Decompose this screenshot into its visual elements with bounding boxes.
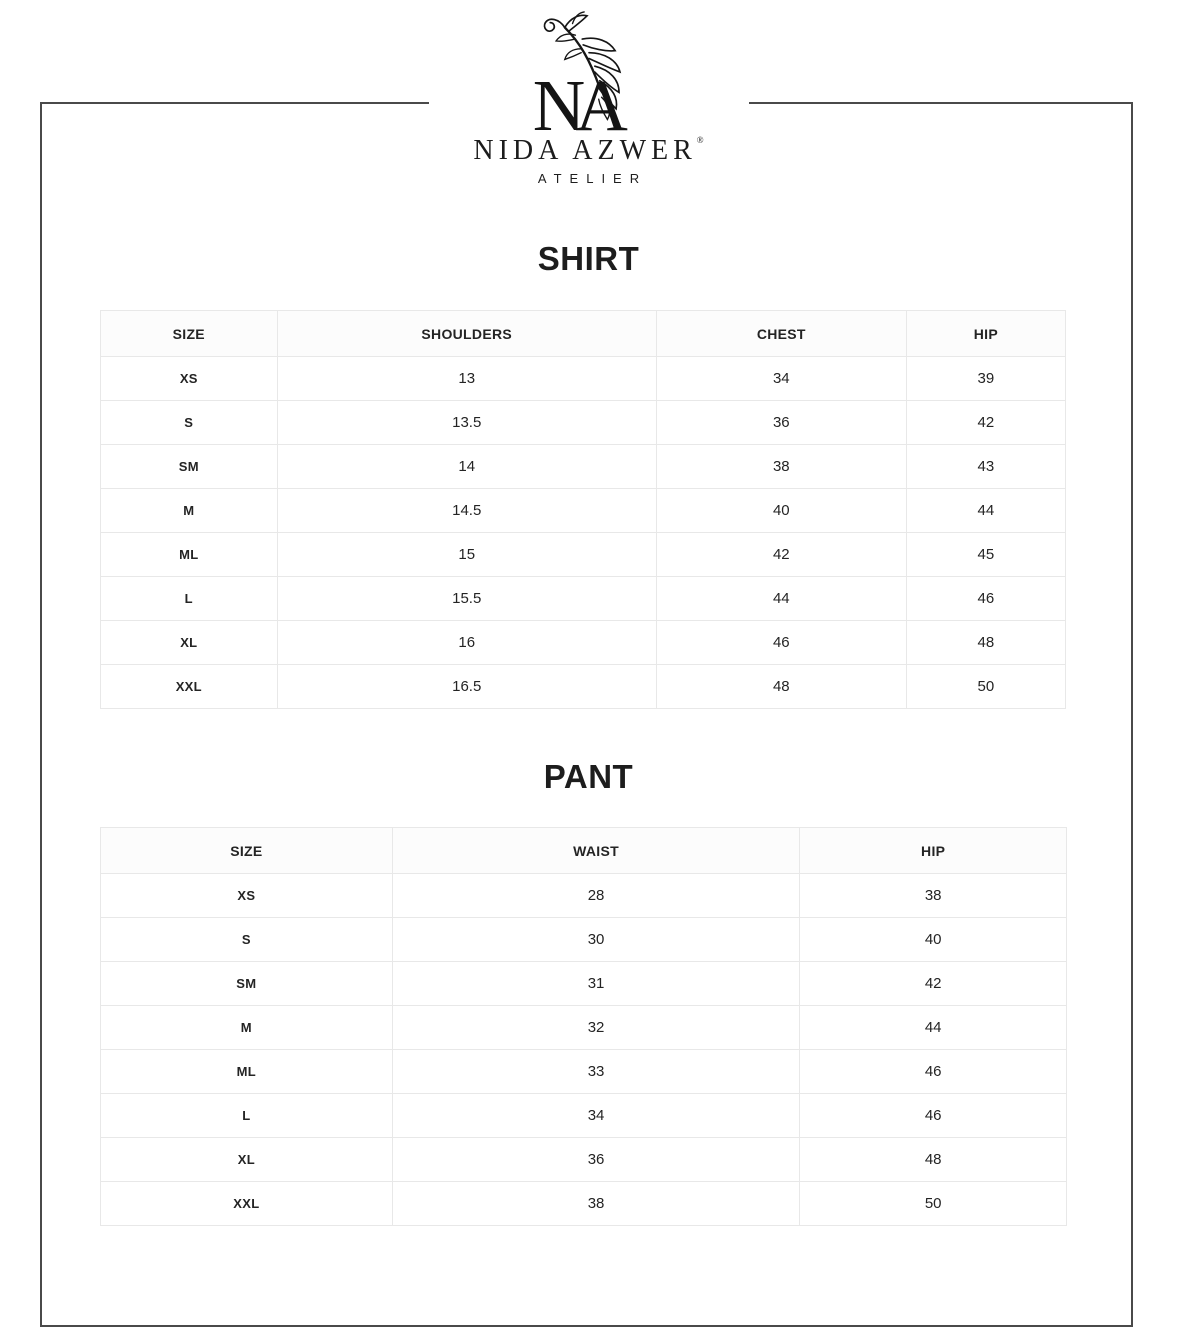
brand-subtitle: ATELIER [537,171,648,187]
measurement-value: 44 [906,489,1065,533]
brand-name [429,136,749,165]
table-row [101,533,1066,577]
shirt-size-table [100,310,1066,709]
measurement-value: 48 [656,665,906,709]
measurement-value: 34 [392,1094,800,1138]
pant-section-title: PANT [543,758,634,795]
table-row [101,1050,1067,1094]
measurement-value: 44 [656,577,906,621]
column-header: HIP [800,828,1067,874]
measurement-value: 36 [656,401,906,445]
brand-logo [429,10,749,194]
measurement-value: 13.5 [277,401,656,445]
size-label: XXL [101,665,278,709]
measurement-value: 50 [906,665,1065,709]
size-label: ML [101,533,278,577]
brand-name-text: NIDA AZWER [473,135,697,166]
measurement-value: 33 [392,1050,800,1094]
measurement-value: 30 [392,918,800,962]
column-header: WAIST [392,828,800,874]
measurement-value: 42 [656,533,906,577]
size-label: L [101,577,278,621]
shirt-section-title: SHIRT [537,240,640,277]
table-row [101,962,1067,1006]
registered-trademark: ® [696,135,704,145]
size-label: SM [101,445,278,489]
table-row [101,357,1066,401]
size-label: XL [101,621,278,665]
size-label: S [101,401,278,445]
size-label: SM [101,962,393,1006]
table-row [101,1138,1067,1182]
table-row [101,874,1067,918]
table-row [101,665,1066,709]
table-row [101,1006,1067,1050]
shirt-table [100,310,1066,709]
table-row [101,1182,1067,1226]
size-label: XS [101,357,278,401]
table-row [101,918,1067,962]
measurement-value: 31 [392,962,800,1006]
measurement-value: 46 [800,1050,1067,1094]
column-header: SHOULDERS [277,311,656,357]
measurement-value: 13 [277,357,656,401]
brand-monogram-icon [514,10,664,136]
size-label: XS [101,874,393,918]
measurement-value: 15 [277,533,656,577]
measurement-value: 16 [277,621,656,665]
size-label: M [101,489,278,533]
measurement-value: 40 [656,489,906,533]
measurement-value: 32 [392,1006,800,1050]
measurement-value: 28 [392,874,800,918]
measurement-value: 39 [906,357,1065,401]
measurement-value: 43 [906,445,1065,489]
measurement-value: 42 [800,962,1067,1006]
table-row [101,445,1066,489]
table-row [101,621,1066,665]
measurement-value: 38 [800,874,1067,918]
size-label: XXL [101,1182,393,1226]
pant-table [100,827,1067,1226]
measurement-value: 34 [656,357,906,401]
measurement-value: 15.5 [277,577,656,621]
monogram-letters [532,65,627,136]
size-label: M [101,1006,393,1050]
column-header: SIZE [101,828,393,874]
table-header-row [101,311,1066,357]
measurement-value: 44 [800,1006,1067,1050]
column-header: HIP [906,311,1065,357]
measurement-value: 42 [906,401,1065,445]
column-header: CHEST [656,311,906,357]
measurement-value: 50 [800,1182,1067,1226]
table-row [101,401,1066,445]
measurement-value: 48 [906,621,1065,665]
measurement-value: 14.5 [277,489,656,533]
measurement-value: 16.5 [277,665,656,709]
measurement-value: 46 [906,577,1065,621]
measurement-value: 46 [656,621,906,665]
monogram-letter-a: A [574,65,628,136]
measurement-value: 38 [392,1182,800,1226]
measurement-value: 48 [800,1138,1067,1182]
size-label: XL [101,1138,393,1182]
table-row [101,1094,1067,1138]
size-label: S [101,918,393,962]
measurement-value: 46 [800,1094,1067,1138]
measurement-value: 36 [392,1138,800,1182]
table-row [101,489,1066,533]
measurement-value: 45 [906,533,1065,577]
column-header: SIZE [101,311,278,357]
size-label: L [101,1094,393,1138]
monogram-letter-n: N [532,65,585,136]
measurement-value: 40 [800,918,1067,962]
size-label: ML [101,1050,393,1094]
measurement-value: 38 [656,445,906,489]
pant-size-table [100,827,1067,1226]
table-header-row [101,828,1067,874]
measurement-value: 14 [277,445,656,489]
table-row [101,577,1066,621]
